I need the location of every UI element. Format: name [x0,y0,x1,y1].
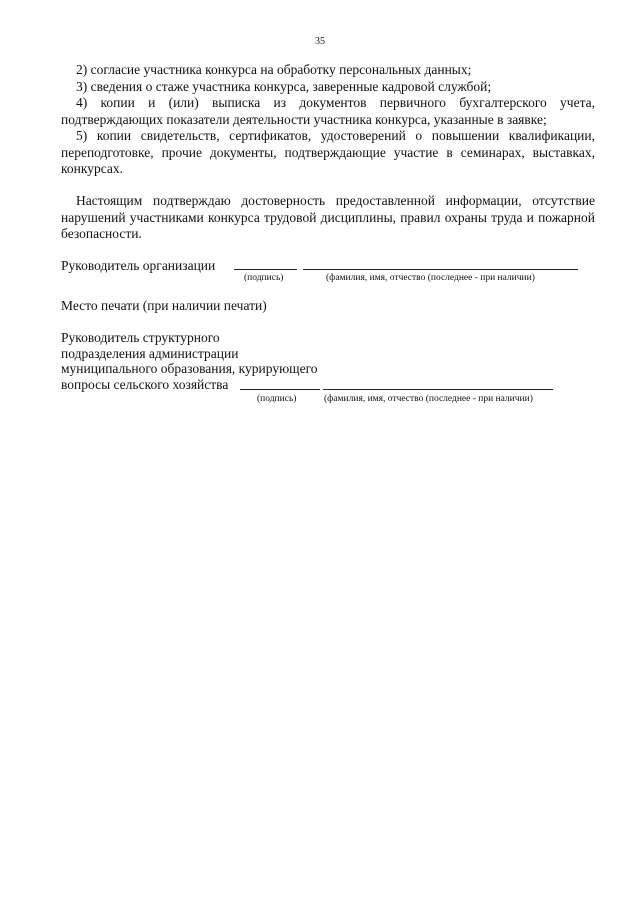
full-name-caption: (фамилия, имя, отчество (последнее - при наличии) [326,273,535,283]
list-item: 2) согласие участника конкурса на обработку персональных данных; [76,62,472,77]
list-item: 4) копии и (или) выписка из документов первичного бухгалтерского учета, подтверждающих показатели деятельности участника конкурса, указанные в заявке; [61,95,595,127]
documents-list [61,62,595,178]
confirmation-text: Настоящим подтверждаю достоверность предоставленной информации, отсутствие нарушений участниками конкурса трудовой дисциплины, правил охраны труда и пожарной безопасности. [61,193,595,241]
full-name-caption: (фамилия, имя, отчество (последнее - при наличии) [324,394,533,404]
full-name-line [303,269,578,270]
department-head-label-line: подразделения администрации [61,346,239,361]
signature-line [234,269,297,270]
department-head-label-line: Руководитель структурного [61,330,220,345]
confirmation-paragraph [61,193,595,243]
page-number: 35 [315,36,325,47]
head-of-organization-label: Руководитель организации [61,258,216,273]
list-item: 3) сведения о стаже участника конкурса, заверенные кадровой службой; [76,78,492,94]
signature-caption: (подпись) [244,273,284,283]
full-name-line [323,389,553,390]
department-head-label-line: муниципального образования, курирующего [61,361,318,376]
department-head-label-line: вопросы сельского хозяйства [61,377,229,392]
seal-place-text: Место печати (при наличии печати) [61,298,267,313]
signature-caption: (подпись) [257,394,297,404]
list-item: 5) копии свидетельств, сертификатов, удостоверений о повышении квалификации, переподготовке, прочие документы, подтверждающие участие в семинарах, выставках, конкурсах. [61,128,595,176]
signature-line [240,389,320,390]
